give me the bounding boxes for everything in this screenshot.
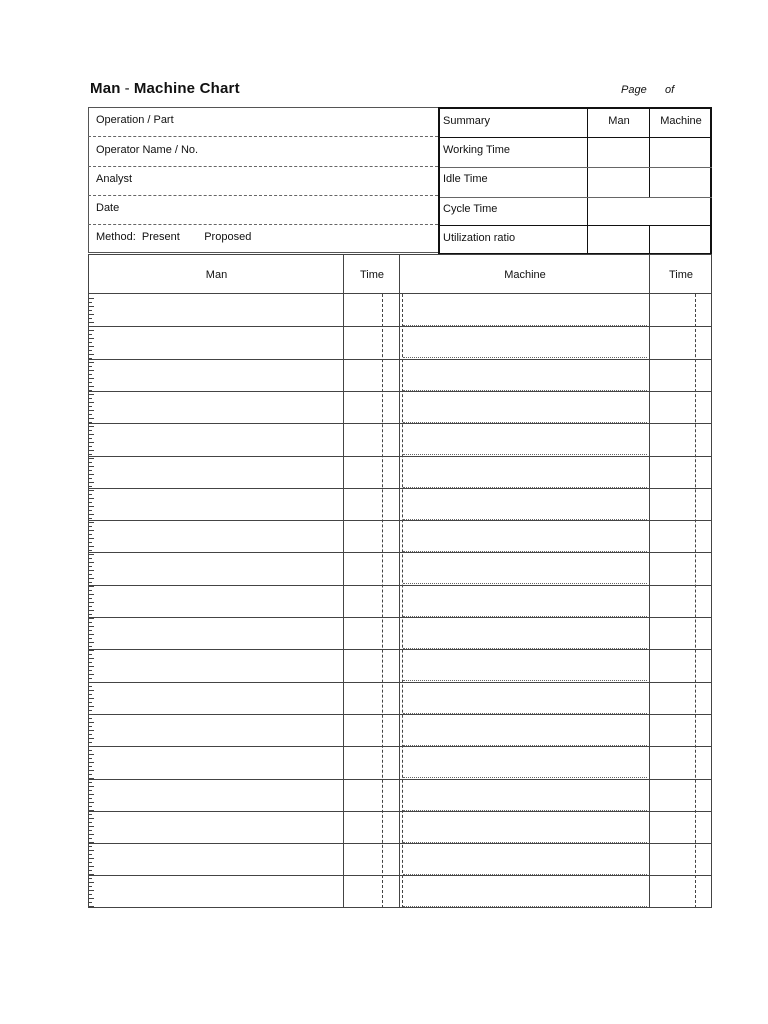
scale-tick [89,622,92,623]
scale-tick [89,690,94,691]
scale-tick [89,606,92,607]
scale-tick [89,466,94,467]
scale-tick [89,850,94,851]
table-row[interactable] [89,326,711,358]
scale-tick [89,722,94,723]
scale-tick [89,578,94,579]
scale-tick [89,842,94,843]
scale-tick [89,902,92,903]
scale-tick [89,442,94,443]
scale-tick [89,650,94,651]
scale-tick [89,506,94,507]
table-row[interactable] [89,875,711,907]
scale-tick [89,630,92,631]
scale-tick [89,858,94,859]
scale-tick [89,762,94,763]
scale-tick [89,338,94,339]
page-label: Page [621,84,647,96]
scale-tick [89,382,92,383]
scale-tick [89,894,92,895]
scale-tick [89,418,94,419]
summary-rule [440,225,712,226]
scale-tick [89,518,92,519]
scale-tick [89,734,92,735]
scale-tick [89,698,94,699]
scale-tick [89,746,94,747]
table-row[interactable] [89,552,711,584]
scale-tick [89,474,94,475]
scale-tick [89,826,94,827]
summary-idle-time: Idle Time [443,173,488,185]
table-row[interactable] [89,649,711,681]
scale-tick [89,462,92,463]
field-analyst[interactable] [88,166,438,196]
scale-tick [89,374,92,375]
scale-tick [89,302,92,303]
title-man: Man [90,80,121,97]
scale-tick [89,406,92,407]
scale-tick [89,414,92,415]
table-row[interactable] [89,617,711,649]
scale-tick [89,590,92,591]
scale-tick [89,770,94,771]
scale-tick [89,790,92,791]
col-header-time-man: Time [359,269,385,281]
scale-tick [89,558,92,559]
scale-tick [89,530,94,531]
scale-tick [89,618,94,619]
scale-tick [89,610,94,611]
scale-tick [89,726,92,727]
scale-tick [89,854,92,855]
scale-tick [89,718,92,719]
scale-tick [89,830,92,831]
summary-divider [649,226,650,253]
table-row[interactable] [89,391,711,423]
scale-tick [89,586,94,587]
scale-tick [89,330,94,331]
scale-tick [89,706,94,707]
scale-tick [89,566,92,567]
scale-tick [89,678,92,679]
scale-tick [89,570,94,571]
scale-tick [89,694,92,695]
title-separator: - [124,80,130,97]
summary-rule [440,197,712,198]
scale-tick [89,802,94,803]
scale-tick [89,522,94,523]
scale-tick [89,614,92,615]
summary-col-machine: Machine [660,115,702,127]
scale-tick [89,594,94,595]
summary-col-man: Man [608,115,630,127]
scale-tick [89,906,94,907]
scale-tick [89,750,92,751]
scale-tick [89,742,92,743]
scale-tick [89,318,92,319]
scale-tick [89,890,94,891]
scale-tick [89,798,92,799]
table-row[interactable] [89,456,711,488]
field-operator-name[interactable] [88,137,438,167]
table-row[interactable] [89,682,711,714]
title-machine-chart: Machine Chart [133,80,240,97]
scale-tick [89,870,92,871]
scale-tick [89,478,92,479]
field-date[interactable] [88,195,438,225]
scale-tick [89,542,92,543]
scale-tick [89,866,94,867]
table-row[interactable] [89,488,711,520]
table-row[interactable] [89,811,711,843]
summary-working-time: Working Time [443,144,511,156]
scale-tick [89,814,92,815]
summary-box [438,107,712,255]
time-dashed-divider [695,294,696,908]
scale-tick [89,774,92,775]
scale-tick [89,494,92,495]
scale-tick [89,882,94,883]
scale-tick [89,818,94,819]
scale-tick [89,434,94,435]
summary-cycle-time: Cycle Time [443,203,498,215]
scale-tick [89,390,92,391]
scale-tick [89,794,94,795]
scale-tick [89,378,94,379]
scale-tick [89,642,94,643]
scale-tick [89,714,94,715]
scale-tick [89,562,94,563]
scale-tick [89,342,92,343]
scale-tick [89,350,92,351]
table-row[interactable] [89,423,711,455]
scale-tick [89,410,94,411]
scale-tick [89,510,92,511]
scale-tick [89,582,92,583]
scale-tick [89,686,92,687]
summary-utilization-ratio: Utilization ratio [443,232,516,244]
table-row[interactable] [89,520,711,552]
scale-tick [89,298,94,299]
scale-tick [89,834,94,835]
scale-tick [89,786,94,787]
scale-tick [89,458,94,459]
field-label: Date [96,202,120,214]
scale-tick [89,422,92,423]
scale-tick [89,754,94,755]
scale-tick [89,398,92,399]
scale-tick [89,674,94,675]
scale-tick [89,310,92,311]
table-row[interactable] [89,779,711,811]
summary-rule [440,167,712,168]
field-label: Operation / Part [96,114,174,126]
scale-tick [89,710,92,711]
scale-tick [89,598,92,599]
field-label: Operator Name / No. [96,144,199,156]
scale-tick [89,438,92,439]
field-label: Analyst [96,173,133,185]
scale-tick [89,654,92,655]
scale-tick [89,358,92,359]
of-label: of [665,84,675,96]
scale-tick [89,662,92,663]
scale-tick [89,454,92,455]
col-header-time-machine: Time [668,269,694,281]
col-header-man: Man [205,269,228,281]
table-row[interactable] [89,359,711,391]
scale-tick [89,326,92,327]
scale-tick [89,670,92,671]
scale-tick [89,446,92,447]
scale-tick [89,658,94,659]
scale-tick [89,838,92,839]
scale-tick [89,702,92,703]
scale-tick [89,682,94,683]
scale-tick [89,366,92,367]
chart-title [90,80,240,97]
scale-tick [89,526,92,527]
scale-tick [89,766,92,767]
col-header-machine: Machine [504,269,546,281]
scale-tick [89,470,92,471]
time-dashed-divider [382,294,383,908]
man-machine-grid [88,254,712,908]
scale-tick [89,638,92,639]
scale-tick [89,426,94,427]
table-row[interactable] [89,843,711,875]
scale-tick [89,778,94,779]
summary-rule [440,137,712,138]
scale-tick [89,602,94,603]
scale-tick [89,370,94,371]
scale-tick [89,502,92,503]
scale-tick [89,738,94,739]
table-row[interactable] [89,294,711,326]
scale-tick [89,314,94,315]
scale-tick [89,490,94,491]
scale-tick [89,538,94,539]
scale-tick [89,322,94,323]
scale-tick [89,498,94,499]
scale-tick [89,666,94,667]
scale-tick [89,362,94,363]
field-operation-part[interactable] [88,107,438,137]
scale-tick [89,574,92,575]
scale-tick [89,782,92,783]
scale-tick [89,482,94,483]
scale-tick [89,386,94,387]
table-row[interactable] [89,746,711,778]
scale-tick [89,758,92,759]
field-label: Method: Present Proposed [96,231,252,243]
summary-divider [587,109,588,253]
scale-tick [89,306,94,307]
summary-divider [649,109,650,197]
machine-dotted-rule [403,906,647,907]
scale-tick [89,450,94,451]
scale-tick [89,886,92,887]
scale-tick [89,806,92,807]
scale-tick [89,554,94,555]
field-method[interactable] [88,224,438,253]
scale-tick [89,514,94,515]
scale-tick [89,546,94,547]
scale-tick [89,346,94,347]
scale-tick [89,534,92,535]
scale-tick [89,862,92,863]
scale-tick [89,846,92,847]
time-dashed-divider [402,294,403,908]
scale-tick [89,334,92,335]
scale-tick [89,874,94,875]
scale-tick [89,634,94,635]
scale-tick [89,730,94,731]
scale-tick [89,810,94,811]
table-row[interactable] [89,585,711,617]
scale-tick [89,822,92,823]
scale-tick [89,646,92,647]
scale-tick [89,402,94,403]
scale-tick [89,550,92,551]
scale-tick [89,878,92,879]
scale-tick [89,898,94,899]
scale-tick [89,430,92,431]
scale-tick [89,354,94,355]
scale-tick [89,626,94,627]
scale-tick [89,394,94,395]
summary-title: Summary [443,115,491,127]
table-row[interactable] [89,714,711,746]
scale-tick [89,486,92,487]
